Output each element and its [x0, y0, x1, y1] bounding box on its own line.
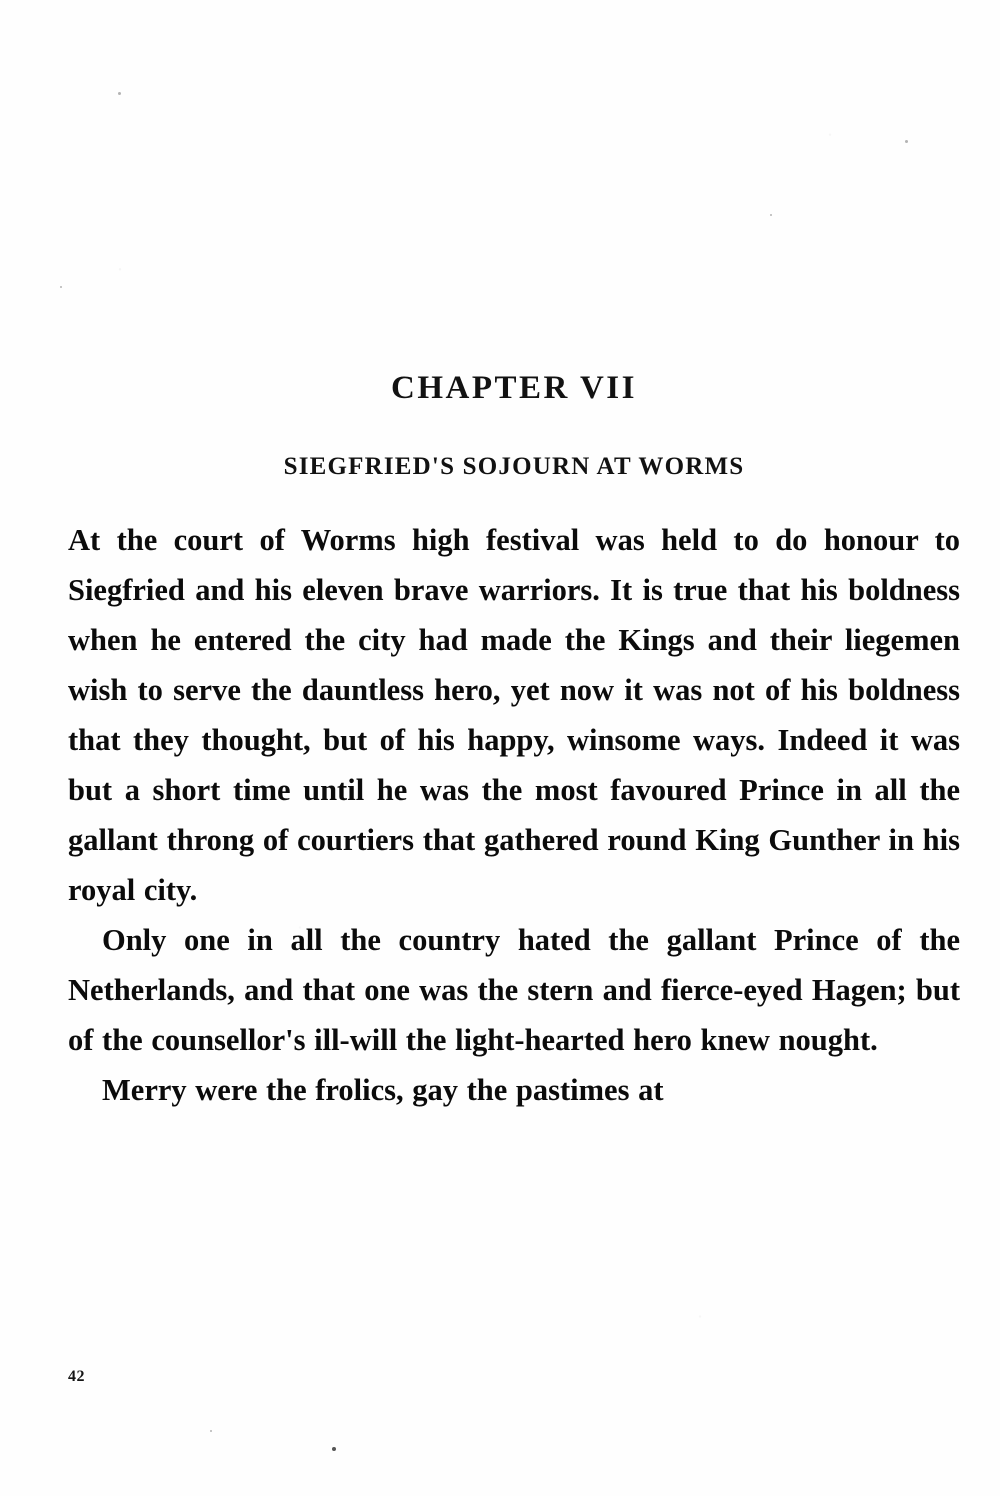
scan-speck [60, 286, 62, 288]
chapter-subheading: SIEGFRIED'S SOJOURN AT WORMS [283, 453, 745, 480]
page-number: 42 [68, 1368, 85, 1385]
scan-speck [210, 1430, 212, 1432]
body-paragraph: At the court of Worms high festival was held to do honour to Siegfried and his eleven brave warriors. It is true that his boldness when he entered the city had made the Kings and their liegemen wish to serve the dauntless hero, yet now it was not of his boldness that they thought, but of his happy, winsome ways. Indeed it was but a short time until he was the most favoured Prince in all the gallant throng of courtiers that gathered round King Gunther in his royal city. [68, 523, 960, 907]
scan-speck [118, 92, 121, 95]
page-text-block [68, 370, 960, 1115]
body-paragraph: Merry were the frolics, gay the pastimes at [102, 1073, 664, 1107]
scan-speck [770, 214, 772, 216]
chapter-heading: CHAPTER VII [390, 370, 637, 406]
scan-speck [905, 140, 908, 143]
ink-dot-mark [332, 1447, 336, 1451]
body-paragraph: Only one in all the country hated the gallant Prince of the Netherlands, and that one was the stern and fierce-eyed Hagen; but of the counsellor's ill-will the light-hearted hero knew nought. [68, 923, 960, 1057]
